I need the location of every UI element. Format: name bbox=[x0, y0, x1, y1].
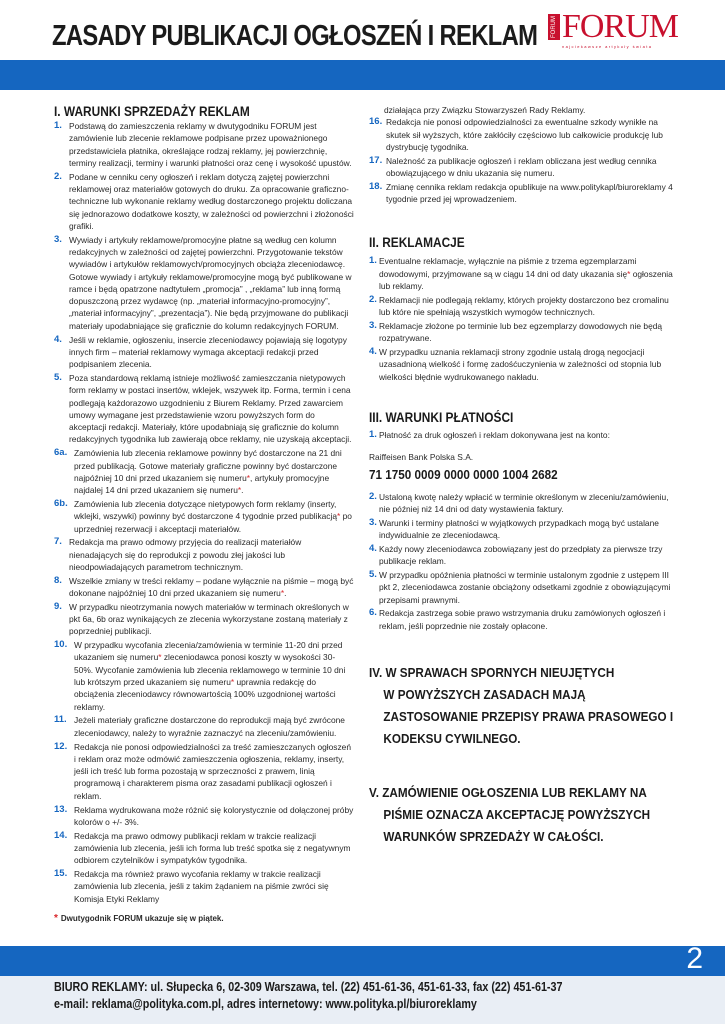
item-number: 6. bbox=[369, 607, 377, 619]
header-band bbox=[0, 60, 725, 90]
item-number: 4. bbox=[369, 542, 377, 554]
statement-line: W POWYŻSZYCH ZASADACH MAJĄ bbox=[383, 687, 586, 702]
asterisk-mark: * bbox=[54, 912, 58, 924]
logo-tagline: najciekawsze artykuły świata bbox=[562, 44, 653, 49]
footnote bbox=[54, 913, 354, 925]
platnosci-items bbox=[369, 491, 679, 632]
item-number: 3. bbox=[54, 233, 62, 245]
item-text: W przypadku nieotrzymania nowych materiałów w terminach określonych w pkt 6a, 6b oraz wynikających ze zlecenia wykorzystane zostaną materiały z poprzedniej publikacji. bbox=[69, 601, 349, 637]
asterisk-mark: * bbox=[230, 677, 235, 688]
item-text: Redakcja ma również prawo wycofania reklamy w trakcie realizacji zamówienia lub zlecenia, jeśli z takim żądaniem na piśmie zwróci się Komisja Etyki Reklamy bbox=[74, 869, 329, 904]
item-text: Redakcja nie ponosi odpowiedzialności za treść zamieszczanych ogłoszeń i reklam oraz może odmówić zamieszczenia ogłoszenia, reklamy, inserty, jeśli ich treść lub forma pozostają w sprzeczności z prawem, linią programową i charakterem pisma oraz zasadami publikacji ogłoszeń i reklam. bbox=[74, 741, 351, 801]
item-number: 8. bbox=[54, 574, 62, 586]
item-text: Płatność za druk ogłoszeń i reklam dokonywana jest na konto: bbox=[379, 429, 610, 440]
asterisk-mark: * bbox=[246, 472, 250, 483]
item-number: 1. bbox=[369, 255, 377, 267]
item-number: 4. bbox=[369, 345, 377, 357]
list-item bbox=[369, 116, 679, 153]
section-3-heading: III. WARUNKI PŁATNOŚCI bbox=[369, 409, 514, 425]
list-item bbox=[54, 714, 354, 739]
left-items-11-15 bbox=[54, 714, 354, 904]
list-item-10 bbox=[54, 639, 354, 713]
item-number: 16. bbox=[369, 116, 383, 128]
list-item bbox=[369, 607, 679, 632]
item-text: W przypadku opóźnienia płatności w terminie ustalonym zgodnie z ustępem III pkt 2, zleceniodawca zostanie obciążony odsetkami zgodnie z obowiązującymi przepisami prawnymi. bbox=[379, 570, 671, 605]
reklamacje-items bbox=[369, 294, 679, 383]
asterisk-mark: * bbox=[237, 485, 242, 496]
list-item bbox=[54, 868, 354, 905]
footer-band bbox=[0, 946, 725, 976]
list-item-8 bbox=[54, 575, 354, 600]
list-item bbox=[369, 155, 679, 180]
item-text: Eventualne reklamacje, wyłącznie na piśmie z trzema egzemplarzami dowodowymi, przyjmowane są w ciągu 14 dni od daty ukazania się* ogłoszenia lub reklamy. bbox=[379, 256, 673, 291]
logo-side-tag: FORUM bbox=[548, 14, 560, 40]
statement-line: PIŚMIE OZNACZA AKCEPTACJĘ POWYŻSZYCH bbox=[383, 807, 651, 822]
item-number: 6b. bbox=[54, 497, 68, 509]
asterisk-mark: * bbox=[627, 268, 631, 279]
item-15-continuation: działająca przy Związku Stowarzyszeń Rady Reklamy. bbox=[384, 105, 586, 115]
asterisk-mark: * bbox=[280, 587, 285, 598]
statement-line: KODEKSU CYWILNEGO. bbox=[383, 731, 521, 746]
list-item bbox=[369, 569, 679, 606]
item-text: W przypadku uznania reklamacji strony zgodnie ustalą drogą negocjacji uzasadnioną wielkość i formę zadośćuczynienia w zależności od stopnia lub wielkości błędnie wydrukowanego nakładu. bbox=[379, 346, 662, 382]
item-text: Zamówienia lub zlecenia dotyczące nietypowych form reklamy (inserty, wklejki, wszywki) powinny być dostarczone 4 tygodnie przed publikacją* po uprzedniej rezerwacji i akceptacji materiałów. bbox=[74, 498, 352, 534]
item-text: Reklamacje złożone po terminie lub bez egzemplarzy dowodowych nie będą rozpatrywane. bbox=[379, 320, 663, 344]
list-item bbox=[54, 372, 354, 446]
right-items-16-18 bbox=[369, 116, 679, 205]
section-4-lines bbox=[369, 662, 679, 750]
item-text: Redakcja ma prawo odmowy przyjęcia do realizacji materiałów nienadających się do reprodukcji z powodu złej jakości lub nieodpowiadających parametrom technicznym. bbox=[69, 537, 302, 572]
bank-account-number: 71 1750 0009 0000 0000 1004 2682 bbox=[369, 467, 558, 483]
section-1-heading: I. WARUNKI SPRZEDAŻY REKLAM bbox=[54, 104, 250, 119]
list-item-6a bbox=[54, 447, 354, 496]
item-number: 2. bbox=[369, 293, 377, 305]
item-number: 3. bbox=[369, 319, 377, 331]
asterisk-mark: * bbox=[158, 652, 162, 663]
statement-line: ZASTOSOWANIE PRZEPISY PRAWA PRASOWEGO I bbox=[383, 709, 674, 724]
list-item-platnosci-1 bbox=[369, 429, 679, 441]
item-number: 1. bbox=[369, 428, 377, 440]
item-number: 6a. bbox=[54, 447, 68, 459]
item-number: 15. bbox=[54, 868, 68, 880]
list-item bbox=[54, 334, 354, 371]
list-item bbox=[54, 804, 354, 829]
item-text: Zmianę cennika reklam redakcja opublikuje na www.politykapl/biuroreklamy 4 tygodnie przed jej wprowadzeniem. bbox=[386, 181, 673, 205]
item-number: 13. bbox=[54, 803, 68, 815]
logo-wordmark: FORUM bbox=[562, 8, 678, 45]
left-items-1-5 bbox=[54, 120, 354, 446]
item-number: 12. bbox=[54, 740, 68, 752]
list-item bbox=[54, 830, 354, 867]
section-5-lines bbox=[369, 782, 679, 848]
section-4-statement bbox=[369, 662, 679, 750]
list-item-7 bbox=[54, 536, 354, 573]
right-column bbox=[369, 104, 679, 848]
left-column bbox=[54, 104, 354, 925]
item-text: Redakcja zastrzega sobie prawo wstrzymania druku zamówionych ogłoszeń i reklam, jeśli poprzednie nie zostały opłacone. bbox=[379, 608, 666, 631]
list-item bbox=[369, 181, 679, 206]
item-number: 14. bbox=[54, 829, 68, 841]
item-number: 11. bbox=[54, 714, 67, 726]
item-text: Jeśli w reklamie, ogłoszeniu, insercie zleceniodawcy pojawiają się logotypy innych firm – materiał reklamowy wymaga akceptacji redakcji przed podpisaniem zlecenia. bbox=[69, 334, 347, 370]
statement-line: V. ZAMÓWIENIE OGŁOSZENIA LUB REKLAMY NA bbox=[369, 785, 647, 800]
list-item bbox=[369, 543, 679, 568]
item-text: Reklama wydrukowana może różnić się kolorystycznie od dołączonej próby kolorów o +/- 3%. bbox=[74, 804, 354, 827]
item-text: W przypadku wycofania zlecenia/zamówienia w terminie 11-20 dni przed ukazaniem się numeru* zleceniodawca ponosi koszty w wysokości 30-50%. Wycofanie zamówienia lub zlecenia reklamowego w terminie 10 dni lub krótszym przed ukazaniem się numeru* uprawnia redakcję do obciążenia zleceniodawcy równowartością 100% uzgodnionej wartości reklamy. bbox=[74, 640, 346, 712]
list-item bbox=[369, 320, 679, 345]
page-number: 2 bbox=[686, 942, 703, 975]
item-number: 18. bbox=[369, 180, 383, 192]
item-text: Wywiady i artykuły reklamowe/promocyjne płatne są według cen kolumn redakcyjnych w zależności od zajętej powierzchni. Przygotowanie tekstów wywiadów i artykułów reklamowych/promocyjnych obciąża zleceniodawcę. Gotowe wywiady i artykuły reklamowe/promocyjne mogą być publikowane w ramce i będą opatrzone nadtytułem „promocja” , „reklama” lub inną formą dopuszczoną przez wydawcę (np. „materiał informacyjno-promocyjny”, „materiał informacyjny”, „prezentacja”). Nie będą przyjmowane do publikacji materiały upodabniające się graficznie do kolumn redakcyjnych FORUM. bbox=[69, 234, 352, 331]
footnote-text: Dwutygodnik FORUM ukazuje się w piątek. bbox=[60, 913, 224, 923]
list-item-9 bbox=[54, 601, 354, 638]
section-5-statement bbox=[369, 782, 679, 848]
item-number: 3. bbox=[369, 516, 377, 528]
page-title: ZASADY PUBLIKACJI OGŁOSZEŃ I REKLAM bbox=[52, 20, 538, 52]
item-text: Reklamacji nie podlegają reklamy, których projekty dostarczono bez cromalinu lub które nie spełniają wszystkich wymogów technicznych. bbox=[379, 294, 669, 318]
list-item bbox=[54, 171, 354, 232]
item-text: Redakcja nie ponosi odpowiedzialności za ewentualne szkody wynikłe na skutek sił wyższych, które zakłóciły częściowo lub całkowicie produkcję lub dystrybucję tygodnika. bbox=[386, 117, 663, 152]
footer-web: e-mail: reklama@polityka.com.pl, adres internetowy: www.polityka.pl/biuroreklamy bbox=[54, 997, 477, 1011]
list-item-reklamacje-1 bbox=[369, 255, 679, 292]
item-text: Wszelkie zmiany w treści reklamy – podane wyłącznie na piśmie – mogą być dokonane najpóźniej 10 dni przed ukazaniem się numeru*. bbox=[69, 575, 354, 598]
item-text: Warunki i terminy płatności w wyjątkowych przypadkach mogą być ustalane indywidualnie ze zleceniodawcą. bbox=[379, 517, 659, 541]
item-number: 2. bbox=[54, 170, 62, 182]
list-item bbox=[369, 491, 679, 516]
forum-logo bbox=[548, 8, 706, 50]
item-number: 4. bbox=[54, 333, 62, 345]
item-text: Każdy nowy zleceniodawca zobowiązany jest do przedpłaty za pierwsze trzy publikacje reklam. bbox=[379, 543, 663, 567]
item-number: 9. bbox=[54, 600, 62, 612]
item-text: Zamówienia lub zlecenia reklamowe powinny być dostarczone na 21 dni przed publikacją. Gotowe materiały graficzne powinny być dostarczone najpóźniej 10 dni przed ukazaniem się numeru*, artykuły promocyjne najdalej 14 dni przed ukazaniem się numeru*. bbox=[74, 448, 342, 496]
list-item bbox=[369, 294, 679, 319]
item-text: Redakcja ma prawo odmowy publikacji reklam w trakcie realizacji zamówienia lub zlecenia, jeśli ich forma lub treść spotka się z negatywnym odbiorem czytelników i sympatyków tygodnika. bbox=[74, 830, 351, 866]
footer-contact bbox=[54, 979, 562, 1013]
list-item bbox=[54, 741, 354, 802]
item-text: Podstawą do zamieszczenia reklamy w dwutygodniku FORUM jest zamówienie lub zlecenie reklamowe podpisane przez upoważnionego przedstawiciela płatnika, określające rodzaj reklamy, jej powierzchnię, terminy realizacji, terminy i warunki płatności oraz cenę i wysokość upustów. bbox=[69, 121, 352, 168]
item-number: 2. bbox=[369, 490, 377, 502]
item-number: 5. bbox=[369, 569, 377, 581]
list-item bbox=[369, 346, 679, 383]
statement-line: WARUNKÓW SPRZEDAŻY W CAŁOŚCI. bbox=[383, 829, 604, 844]
item-number: 17. bbox=[369, 154, 383, 166]
item-number: 7. bbox=[54, 536, 62, 548]
item-number: 1. bbox=[54, 120, 62, 131]
item-text: Jeżeli materiały graficzne dostarczone do reprodukcji mają być zwrócone zleceniodawcy, należy to wyraźnie zaznaczyć na zleceniu/zamówieniu. bbox=[74, 715, 345, 738]
list-item bbox=[54, 234, 354, 332]
item-text: Podane w cenniku ceny ogłoszeń i reklam dotyczą zajętej powierzchni reklamowej oraz materiałów gotowych do druku. Za opracowanie graficzno-techniczne lub wykonanie reklamy według dostarczonego projektu doliczana się jednorazowo dodatkowe koszty, w zależności od powierzchni i złożoności grafiki. bbox=[69, 171, 354, 231]
section-2-heading: II. REKLAMACJE bbox=[369, 235, 465, 251]
item-number: 5. bbox=[54, 371, 62, 383]
item-text: Poza standardową reklamą istnieje możliwość zamieszczania nietypowych form reklamy w postaci insertów, wklejek, wszywek itp. Forma, termin i cena podlegają każdorazowo uzgodnieniu z Biurem Reklamy. Przed zawarciem umowy wymagane jest przedstawienie wzoru powyższych form do akceptacji redakcji. Materiały, które upodabniają się graficznie do kolumn redakcyjnych tygodnika lub zawierają obce reklamy, nie uzyskają akceptacji. bbox=[69, 372, 352, 445]
item-number: 10. bbox=[54, 639, 68, 651]
list-item-6b bbox=[54, 498, 354, 535]
bank-name: Raiffeisen Bank Polska S.A. bbox=[369, 452, 474, 463]
footer-address: BIURO REKLAMY: ul. Słupecka 6, 02-309 Warszawa, tel. (22) 451-61-36, 451-61-33, fax (22) 451-61-37 bbox=[54, 980, 563, 994]
list-item bbox=[54, 120, 354, 169]
statement-line: IV. W SPRAWACH SPORNYCH NIEUJĘTYCH bbox=[369, 665, 615, 680]
item-text: Należność za publikacje ogłoszeń i reklam obliczana jest według cennika obowiązującego w dniu ukazania się numeru. bbox=[386, 155, 657, 178]
item-text: Ustaloną kwotę należy wpłacić w terminie określonym w zleceniu/zamówieniu, nie później niż 14 dni od daty wystawienia faktury. bbox=[379, 491, 669, 515]
asterisk-mark: * bbox=[337, 511, 341, 522]
list-item bbox=[369, 517, 679, 542]
